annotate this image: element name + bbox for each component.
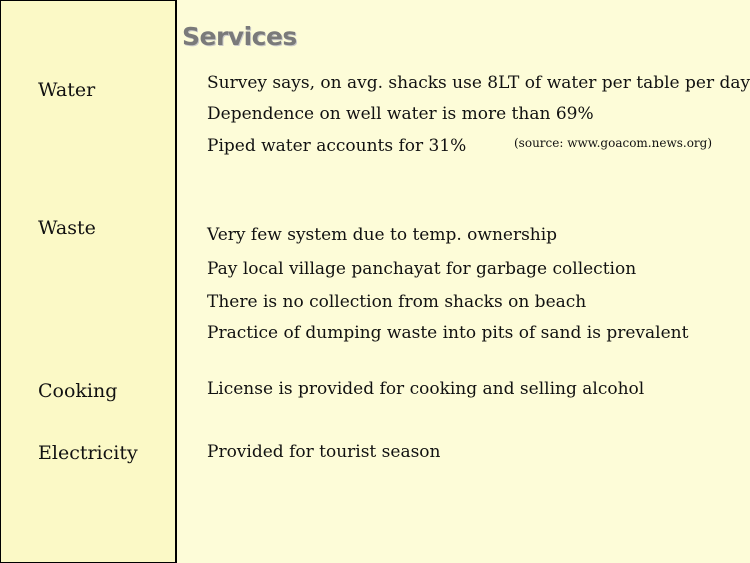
- electricity-line-1: Provided for tourist season: [207, 442, 441, 462]
- page-title: Services: [182, 22, 297, 51]
- cooking-line-1: License is provided for cooking and selling alcohol: [207, 379, 645, 399]
- category-electricity: Electricity: [38, 442, 138, 464]
- water-line-1: Survey says, on avg. shacks use 8LT of water per table per day: [207, 73, 750, 93]
- water-line-3: Piped water accounts for 31%: [207, 136, 467, 156]
- category-water: Water: [38, 79, 96, 101]
- water-source-note: (source: www.goacom.news.org): [514, 136, 713, 150]
- category-waste: Waste: [38, 217, 96, 239]
- waste-line-1: Very few system due to temp. ownership: [207, 225, 558, 245]
- category-cooking: Cooking: [38, 380, 118, 402]
- waste-line-2: Pay local village panchayat for garbage collection: [207, 259, 637, 279]
- water-line-2: Dependence on well water is more than 69%: [207, 104, 594, 124]
- waste-line-3: There is no collection from shacks on beach: [207, 292, 587, 312]
- waste-line-4: Practice of dumping waste into pits of sand is prevalent: [207, 323, 689, 343]
